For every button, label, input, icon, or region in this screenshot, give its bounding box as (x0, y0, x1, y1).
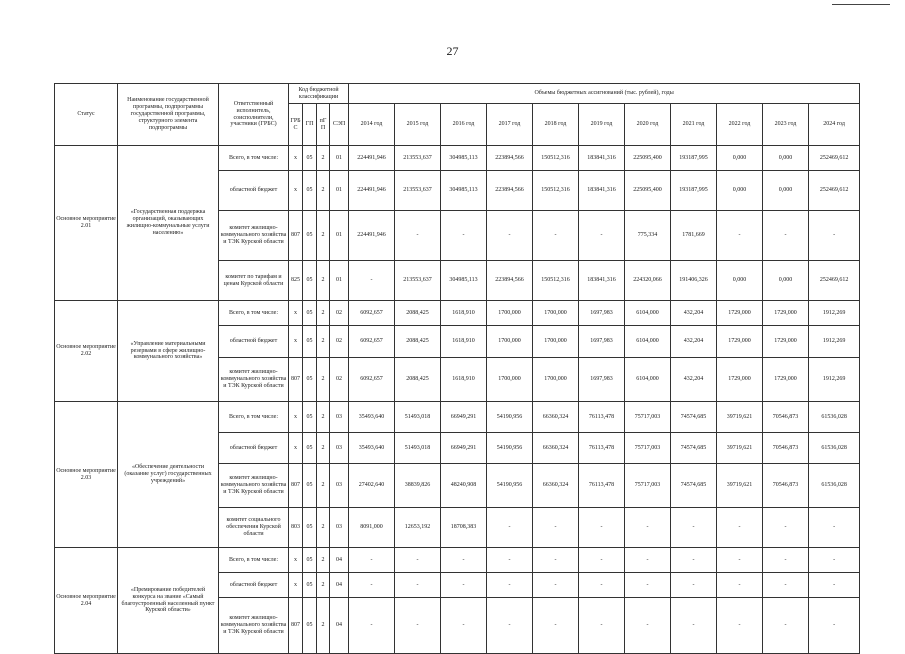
amount-cell: 6092,657 (349, 326, 395, 358)
status-cell: Основное мероприятие 2.02 (55, 301, 118, 402)
sep-cell: 03 (330, 402, 349, 433)
amount-cell: - (487, 211, 533, 261)
amount-cell: 51493,018 (395, 402, 441, 433)
amount-cell: - (763, 508, 809, 548)
amount-cell: 66949,291 (441, 433, 487, 464)
program-name-cell: «Премирование победителей конкурса на звание «Самый благоустроенный населенный пункт Курской области» (118, 548, 219, 654)
header-year: 2018 год (533, 104, 579, 146)
amount-cell: 35493,640 (349, 433, 395, 464)
program-name-cell: «Управление материальными резервами в сфере жилищно-коммунального хозяйства» (118, 301, 219, 402)
amount-cell: 252469,612 (809, 261, 860, 301)
amount-cell: 6092,657 (349, 358, 395, 402)
amount-cell: 27402,640 (349, 464, 395, 508)
amount-cell: 1729,000 (763, 326, 809, 358)
amount-cell: 38839,826 (395, 464, 441, 508)
sep-cell: 04 (330, 598, 349, 654)
amount-cell: 1618,910 (441, 358, 487, 402)
amount-cell: 304985,113 (441, 261, 487, 301)
header-year: 2021 год (671, 104, 717, 146)
amount-cell: 35493,640 (349, 402, 395, 433)
amount-cell: 193187,995 (671, 171, 717, 211)
status-cell: Основное мероприятие 2.03 (55, 402, 118, 548)
table-row (55, 402, 860, 433)
amount-cell: 150512,316 (533, 261, 579, 301)
amount-cell: 0,000 (717, 146, 763, 171)
program-name-cell: «Обеспечение деятельности (оказание услуг) государственных учреждений» (118, 402, 219, 548)
header-year: 2017 год (487, 104, 533, 146)
amount-cell: 39719,621 (717, 433, 763, 464)
amount-cell: 193187,995 (671, 146, 717, 171)
header-grbs: ГРБС (289, 104, 303, 146)
header-program-name: Наименование государственной программы, подпрограммы государственной программы, структурного элемента подпрограммы (118, 84, 219, 146)
amount-cell: - (763, 573, 809, 598)
grbs-cell: х (289, 171, 303, 211)
amount-cell: 0,000 (717, 261, 763, 301)
table-row (55, 548, 860, 573)
gp-cell: 05 (303, 326, 317, 358)
gp-cell: 05 (303, 598, 317, 654)
amount-cell: 191406,326 (671, 261, 717, 301)
amount-cell: 1912,269 (809, 301, 860, 326)
amount-cell: 304985,113 (441, 171, 487, 211)
amount-cell: 432,204 (671, 301, 717, 326)
executor-cell: комитет социального обеспечения Курской области (219, 508, 289, 548)
amount-cell: 432,204 (671, 358, 717, 402)
amount-cell: 70546,873 (763, 402, 809, 433)
amount-cell: 1912,269 (809, 326, 860, 358)
amount-cell: - (349, 548, 395, 573)
amount-cell: 66360,324 (533, 464, 579, 508)
executor-cell: Всего, в том числе: (219, 146, 289, 171)
amount-cell: 2088,425 (395, 301, 441, 326)
header-budget-code: Код бюджетной классификации (289, 84, 349, 104)
amount-cell: 1729,000 (717, 326, 763, 358)
pgp-cell: 2 (317, 508, 330, 548)
sep-cell: 04 (330, 573, 349, 598)
amount-cell: 1697,983 (579, 301, 625, 326)
header-executor: Ответственный исполнитель, соисполнители, участники (ГРБС) (219, 84, 289, 146)
amount-cell: 213553,637 (395, 171, 441, 211)
amount-cell: 1700,000 (487, 326, 533, 358)
sep-cell: 02 (330, 301, 349, 326)
amount-cell: 213553,637 (395, 261, 441, 301)
program-name-cell: «Государственная поддержка организаций, оказывающих жилищно-коммунальные услуги населению» (118, 146, 219, 301)
amount-cell: 1618,910 (441, 301, 487, 326)
amount-cell: 183841,316 (579, 261, 625, 301)
executor-cell: Всего, в том числе: (219, 548, 289, 573)
amount-cell: - (717, 508, 763, 548)
amount-cell: - (579, 548, 625, 573)
amount-cell: - (717, 598, 763, 654)
amount-cell: 223894,566 (487, 171, 533, 211)
amount-cell: 225095,400 (625, 146, 671, 171)
amount-cell: 6092,657 (349, 301, 395, 326)
status-cell: Основное мероприятие 2.04 (55, 548, 118, 654)
amount-cell: 18708,383 (441, 508, 487, 548)
amount-cell: - (671, 508, 717, 548)
header-status: Статус (55, 84, 118, 146)
amount-cell: 1618,910 (441, 326, 487, 358)
amount-cell: - (533, 211, 579, 261)
header-year: 2019 год (579, 104, 625, 146)
sep-cell: 01 (330, 146, 349, 171)
amount-cell: 223894,566 (487, 261, 533, 301)
amount-cell: - (441, 548, 487, 573)
executor-cell: комитет по тарифам и ценам Курской области (219, 261, 289, 301)
pgp-cell: 2 (317, 573, 330, 598)
amount-cell: - (349, 598, 395, 654)
grbs-cell: х (289, 146, 303, 171)
sep-cell: 02 (330, 326, 349, 358)
gp-cell: 05 (303, 301, 317, 326)
amount-cell: - (349, 261, 395, 301)
pgp-cell: 2 (317, 548, 330, 573)
pgp-cell: 2 (317, 171, 330, 211)
gp-cell: 05 (303, 573, 317, 598)
amount-cell: 1729,000 (717, 301, 763, 326)
amount-cell: - (671, 573, 717, 598)
pgp-cell: 2 (317, 326, 330, 358)
header-year: 2015 год (395, 104, 441, 146)
amount-cell: 66949,291 (441, 402, 487, 433)
amount-cell: 1697,983 (579, 326, 625, 358)
amount-cell: 75717,003 (625, 433, 671, 464)
amount-cell: 1700,000 (533, 301, 579, 326)
sep-cell: 04 (330, 548, 349, 573)
amount-cell: 1700,000 (533, 358, 579, 402)
amount-cell: - (487, 508, 533, 548)
amount-cell: - (395, 598, 441, 654)
amount-cell: - (533, 508, 579, 548)
amount-cell: - (533, 573, 579, 598)
amount-cell: 54190,956 (487, 402, 533, 433)
amount-cell: - (809, 548, 860, 573)
header-sep: СЭП (330, 104, 349, 146)
gp-cell: 05 (303, 358, 317, 402)
amount-cell: - (579, 211, 625, 261)
gp-cell: 05 (303, 261, 317, 301)
amount-cell: - (809, 211, 860, 261)
amount-cell: 74574,685 (671, 402, 717, 433)
executor-cell: комитет жилищно-коммунального хозяйства и ТЭК Курской области (219, 464, 289, 508)
sep-cell: 01 (330, 171, 349, 211)
amount-cell: - (487, 573, 533, 598)
gp-cell: 05 (303, 171, 317, 211)
amount-cell: - (763, 548, 809, 573)
amount-cell: 6104,000 (625, 358, 671, 402)
amount-cell: 76113,478 (579, 402, 625, 433)
amount-cell: 0,000 (763, 261, 809, 301)
amount-cell: 1729,000 (763, 358, 809, 402)
amount-cell: - (395, 211, 441, 261)
gp-cell: 05 (303, 433, 317, 464)
sep-cell: 01 (330, 261, 349, 301)
amount-cell: 61536,028 (809, 433, 860, 464)
amount-cell: 6104,000 (625, 326, 671, 358)
page-number: 27 (446, 44, 459, 58)
amount-cell: - (763, 598, 809, 654)
amount-cell: - (441, 211, 487, 261)
sep-cell: 03 (330, 433, 349, 464)
amount-cell: 74574,685 (671, 464, 717, 508)
executor-cell: Всего, в том числе: (219, 402, 289, 433)
amount-cell: 1700,000 (533, 326, 579, 358)
amount-cell: 150512,316 (533, 146, 579, 171)
executor-cell: Всего, в том числе: (219, 301, 289, 326)
executor-cell: областной бюджет (219, 573, 289, 598)
amount-cell: 51493,018 (395, 433, 441, 464)
amount-cell: 183841,316 (579, 146, 625, 171)
budget-table (54, 83, 860, 654)
grbs-cell: х (289, 402, 303, 433)
amount-cell: 225095,400 (625, 171, 671, 211)
amount-cell: 8091,000 (349, 508, 395, 548)
amount-cell: 1700,000 (487, 358, 533, 402)
amount-cell: - (625, 598, 671, 654)
executor-cell: областной бюджет (219, 326, 289, 358)
amount-cell: - (579, 598, 625, 654)
sep-cell: 03 (330, 508, 349, 548)
amount-cell: 0,000 (763, 171, 809, 211)
grbs-cell: х (289, 301, 303, 326)
amount-cell: 304985,113 (441, 146, 487, 171)
amount-cell: - (625, 508, 671, 548)
grbs-cell: х (289, 433, 303, 464)
amount-cell: 75717,003 (625, 402, 671, 433)
header-year: 2014 год (349, 104, 395, 146)
amount-cell: 54190,956 (487, 433, 533, 464)
header-year: 2016 год (441, 104, 487, 146)
grbs-cell: 803 (289, 508, 303, 548)
amount-cell: 432,204 (671, 326, 717, 358)
amount-cell: 1729,000 (717, 358, 763, 402)
pgp-cell: 2 (317, 146, 330, 171)
pgp-cell: 2 (317, 261, 330, 301)
amount-cell: 223894,566 (487, 146, 533, 171)
gp-cell: 05 (303, 146, 317, 171)
grbs-cell: 807 (289, 598, 303, 654)
amount-cell: - (671, 548, 717, 573)
amount-cell: 66360,324 (533, 433, 579, 464)
amount-cell: 6104,000 (625, 301, 671, 326)
header-year: 2022 год (717, 104, 763, 146)
amount-cell: - (763, 211, 809, 261)
executor-cell: комитет жилищно-коммунального хозяйства и ТЭК Курской области (219, 598, 289, 654)
gp-cell: 05 (303, 464, 317, 508)
pgp-cell: 2 (317, 464, 330, 508)
amount-cell: 252469,612 (809, 171, 860, 211)
grbs-cell: х (289, 326, 303, 358)
table-row (55, 146, 860, 171)
header-volumes: Объемы бюджетных ассигнований (тыс. рублей), годы (349, 84, 860, 104)
amount-cell: - (441, 573, 487, 598)
amount-cell: 66360,324 (533, 402, 579, 433)
amount-cell: 183841,316 (579, 171, 625, 211)
sep-cell: 03 (330, 464, 349, 508)
amount-cell: - (625, 548, 671, 573)
amount-cell: - (717, 211, 763, 261)
grbs-cell: 825 (289, 261, 303, 301)
executor-cell: областной бюджет (219, 171, 289, 211)
amount-cell: - (349, 573, 395, 598)
header-gp: ГП (303, 104, 317, 146)
amount-cell: 0,000 (717, 171, 763, 211)
amount-cell: 61536,028 (809, 464, 860, 508)
amount-cell: - (579, 508, 625, 548)
amount-cell: 775,334 (625, 211, 671, 261)
amount-cell: 150512,316 (533, 171, 579, 211)
amount-cell: - (625, 573, 671, 598)
amount-cell: 75717,003 (625, 464, 671, 508)
sep-cell: 01 (330, 211, 349, 261)
amount-cell: 1697,983 (579, 358, 625, 402)
amount-cell: - (809, 508, 860, 548)
top-rule (832, 4, 890, 5)
amount-cell: 213553,637 (395, 146, 441, 171)
amount-cell: - (671, 598, 717, 654)
amount-cell: 70546,873 (763, 464, 809, 508)
executor-cell: комитет жилищно-коммунального хозяйства и ТЭК Курской области (219, 358, 289, 402)
amount-cell: 252469,612 (809, 146, 860, 171)
header-year: 2023 год (763, 104, 809, 146)
header-year: 2024 год (809, 104, 860, 146)
amount-cell: 39719,621 (717, 402, 763, 433)
amount-cell: 76113,478 (579, 464, 625, 508)
grbs-cell: 807 (289, 358, 303, 402)
amount-cell: 61536,028 (809, 402, 860, 433)
gp-cell: 05 (303, 402, 317, 433)
amount-cell: 224320,066 (625, 261, 671, 301)
pgp-cell: 2 (317, 598, 330, 654)
executor-cell: комитет жилищно-коммунального хозяйства и ТЭК Курской области (219, 211, 289, 261)
pgp-cell: 2 (317, 301, 330, 326)
grbs-cell: х (289, 573, 303, 598)
gp-cell: 05 (303, 211, 317, 261)
amount-cell: 224491,946 (349, 211, 395, 261)
pgp-cell: 2 (317, 402, 330, 433)
amount-cell: 1700,000 (487, 301, 533, 326)
amount-cell: - (487, 548, 533, 573)
amount-cell: 74574,685 (671, 433, 717, 464)
amount-cell: - (533, 598, 579, 654)
grbs-cell: 807 (289, 464, 303, 508)
amount-cell: - (395, 548, 441, 573)
status-cell: Основное мероприятие 2.01 (55, 146, 118, 301)
amount-cell: - (533, 548, 579, 573)
amount-cell: - (717, 573, 763, 598)
amount-cell: 1729,000 (763, 301, 809, 326)
sep-cell: 02 (330, 358, 349, 402)
amount-cell: 2088,425 (395, 358, 441, 402)
amount-cell: 54190,956 (487, 464, 533, 508)
amount-cell: 224491,946 (349, 171, 395, 211)
executor-cell: областной бюджет (219, 433, 289, 464)
amount-cell: 48240,908 (441, 464, 487, 508)
table-row (55, 301, 860, 326)
amount-cell: 1912,269 (809, 358, 860, 402)
amount-cell: - (809, 598, 860, 654)
grbs-cell: 807 (289, 211, 303, 261)
pgp-cell: 2 (317, 211, 330, 261)
amount-cell: 76113,478 (579, 433, 625, 464)
amount-cell: 39719,621 (717, 464, 763, 508)
header-pgp: пГП (317, 104, 330, 146)
amount-cell: 1781,669 (671, 211, 717, 261)
gp-cell: 05 (303, 508, 317, 548)
amount-cell: 2088,425 (395, 326, 441, 358)
gp-cell: 05 (303, 548, 317, 573)
amount-cell: 12653,192 (395, 508, 441, 548)
amount-cell: 224491,946 (349, 146, 395, 171)
amount-cell: - (395, 573, 441, 598)
pgp-cell: 2 (317, 433, 330, 464)
amount-cell: - (487, 598, 533, 654)
amount-cell: - (809, 573, 860, 598)
pgp-cell: 2 (317, 358, 330, 402)
amount-cell: 0,000 (763, 146, 809, 171)
header-year: 2020 год (625, 104, 671, 146)
amount-cell: 70546,873 (763, 433, 809, 464)
grbs-cell: х (289, 548, 303, 573)
amount-cell: - (441, 598, 487, 654)
amount-cell: - (717, 548, 763, 573)
amount-cell: - (579, 573, 625, 598)
